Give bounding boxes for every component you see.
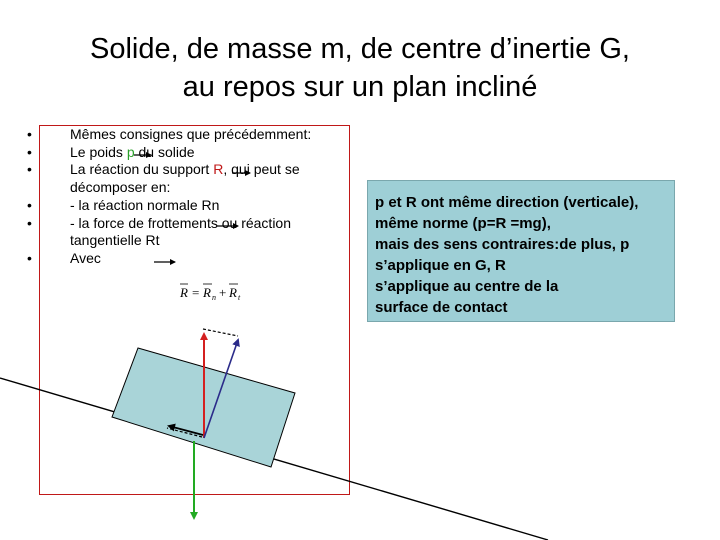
bullet-2-post: du solide bbox=[134, 143, 195, 160]
formula-rn-sub: n bbox=[212, 293, 216, 302]
title-line-2: au repos sur un plan incliné bbox=[182, 71, 538, 103]
info-line-4: s’applique en G, R bbox=[375, 257, 506, 274]
formula-equals: = bbox=[192, 285, 200, 300]
formula-rn: R bbox=[203, 285, 211, 300]
formula-rt-sub: t bbox=[238, 293, 241, 302]
info-line-2: même norme (p=R =mg), bbox=[375, 215, 551, 232]
info-line-1: p et R ont même direction (verticale), bbox=[375, 194, 639, 211]
bullet-marker: • bbox=[27, 214, 32, 231]
bullet-3-pre: La réaction du support bbox=[70, 161, 214, 178]
bullet-2-pre: Le poids bbox=[70, 143, 127, 160]
bullet-6-text: Avec bbox=[70, 249, 101, 266]
bullet-marker: • bbox=[27, 196, 32, 213]
info-box bbox=[367, 180, 675, 322]
bullet-1-text: Mêmes consignes que précédemment: bbox=[70, 126, 312, 142]
bullet-5-text: - la force de frottements ou réaction bbox=[70, 214, 291, 231]
bullet-marker: • bbox=[27, 249, 32, 266]
title-line-1: Solide, de masse m, de centre d’inertie G, bbox=[90, 33, 630, 65]
vector-sum-formula bbox=[179, 284, 241, 302]
formula-rt: R bbox=[229, 285, 237, 300]
bullet-4-pre: - la réaction normale bbox=[70, 196, 202, 213]
vector-rn-label: Rn bbox=[201, 196, 220, 213]
formula-plus: + bbox=[219, 285, 227, 300]
bullet-marker: • bbox=[27, 143, 32, 160]
info-line-5: s’applique au centre de la bbox=[375, 278, 559, 295]
info-line-3: mais des sens contraires:de plus, p bbox=[375, 236, 630, 253]
bullet-marker: • bbox=[27, 126, 32, 142]
vector-r-label: R bbox=[213, 161, 224, 178]
projection-dashed-line bbox=[203, 329, 238, 336]
vector-rt-label: Rt bbox=[145, 232, 160, 249]
vector-p-label: p bbox=[126, 143, 135, 160]
formula-r: R bbox=[180, 285, 188, 300]
bullet-5-continuation: tangentielle bbox=[70, 232, 146, 249]
bullet-3-post: , qui peut se bbox=[223, 161, 300, 178]
bullet-marker: • bbox=[27, 161, 32, 178]
info-line-6: surface de contact bbox=[375, 299, 508, 316]
bullet-3-continuation: décomposer en: bbox=[70, 179, 171, 196]
